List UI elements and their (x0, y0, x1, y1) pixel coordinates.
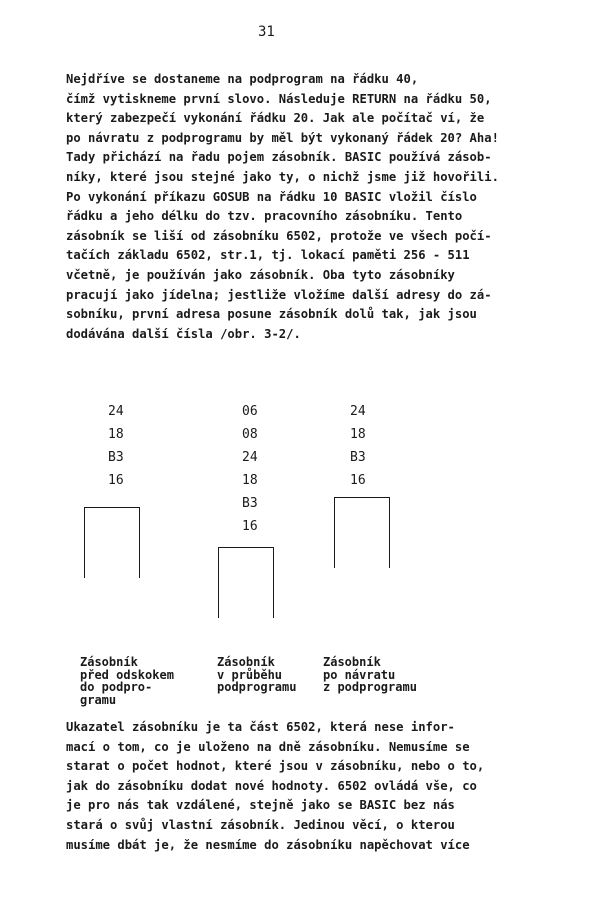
text-line: níky, které jsou stejné jako ty, o nichž jsme již hovořili. (66, 169, 499, 184)
caption-line: v průběhu (217, 667, 283, 682)
text-line: jak do zásobníku dodat nové hodnoty. 6502 ovládá vše, co (66, 778, 477, 793)
stack-value: 18 (242, 473, 258, 488)
caption-line: před odskokem (80, 667, 174, 682)
stack-caption-before (80, 656, 174, 706)
text-line: Tady přichází na řadu pojem zásobník. BASIC používá zásob- (66, 150, 492, 165)
stack-value: 18 (350, 427, 366, 442)
stack-values (108, 400, 124, 492)
stack-container-box (334, 497, 390, 568)
caption-line: Zásobník (80, 655, 138, 669)
stack-value: 08 (242, 427, 258, 442)
stack-value: 16 (242, 519, 258, 534)
text-line: Po vykonání příkazu GOSUB na řádku 10 BASIC vložil číslo (66, 189, 477, 204)
caption-line: do podpro- (80, 680, 153, 694)
caption-line: podprogramu (217, 680, 297, 694)
stack-value: 16 (350, 473, 366, 488)
stack-value: 24 (350, 404, 366, 419)
text-line: včetně, je používán jako zásobník. Oba tyto zásobníky (66, 267, 455, 282)
text-line: řádku a jeho délku do tzv. pracovního zásobníku. Tento (66, 209, 463, 224)
stack-value: 18 (108, 427, 124, 442)
caption-line: z podprogramu (323, 680, 417, 694)
stack-value: B3 (242, 496, 258, 511)
text-line: mací o tom, co je uloženo na dně zásobníku. Nemusíme se (66, 739, 470, 754)
stack-container-box (84, 507, 140, 578)
stack-values (350, 400, 366, 492)
stack-caption-after (323, 656, 417, 694)
text-line: zásobník se liší od zásobníku 6502, protože ve všech počí- (66, 228, 492, 243)
text-line: starat o počet hodnot, které jsou v zásobníku, nebo o to, (66, 759, 485, 774)
page-number: 31 (258, 24, 275, 40)
stack-values (242, 400, 258, 538)
stack-value: B3 (350, 450, 366, 465)
caption-line: po návratu (323, 667, 396, 682)
text-line: pracují jako jídelna; jestliže vložíme další adresy do zá- (66, 287, 492, 302)
paragraph-1 (66, 70, 566, 344)
stack-container-box (218, 547, 274, 618)
text-line: sobníku, první adresa posune zásobník dolů tak, jak jsou (66, 307, 477, 322)
stack-value: 16 (108, 473, 124, 488)
text-line: Ukazatel zásobníku je ta část 6502, která nese infor- (66, 720, 455, 734)
text-line: Nejdříve se dostaneme na podprogram na řádku 40, (66, 72, 419, 86)
stack-caption-during (217, 656, 296, 694)
text-line: tačích základu 6502, str.1, tj. lokací paměti 256 - 511 (66, 248, 470, 263)
paragraph-2 (66, 718, 566, 855)
stack-value: 06 (242, 404, 258, 419)
stack-diagram (60, 400, 540, 720)
stack-value: 24 (242, 450, 258, 465)
text-line: který zabezpečí vykonání řádku 20. Jak ale počítač ví, že (66, 111, 485, 126)
stack-value: B3 (108, 450, 124, 465)
text-line: dodávána další čísla /obr. 3-2/. (66, 326, 301, 341)
stack-value: 24 (108, 404, 124, 419)
text-line: čímž vytiskneme první slovo. Následuje RETURN na řádku 50, (66, 91, 492, 106)
caption-line: Zásobník (217, 655, 275, 669)
text-line: je pro nás tak vzdálené, stejně jako se BASIC bez nás (66, 798, 455, 813)
caption-line: Zásobník (323, 655, 381, 669)
text-line: stará o svůj vlastní zásobník. Jedinou věcí, o kterou (66, 817, 455, 832)
text-line: po návratu z podprogramu by měl být vykonaný řádek 20? Aha! (66, 130, 499, 145)
text-line: musíme dbát je, že nesmíme do zásobníku napěchovat více (66, 837, 470, 852)
caption-line: gramu (80, 692, 117, 707)
